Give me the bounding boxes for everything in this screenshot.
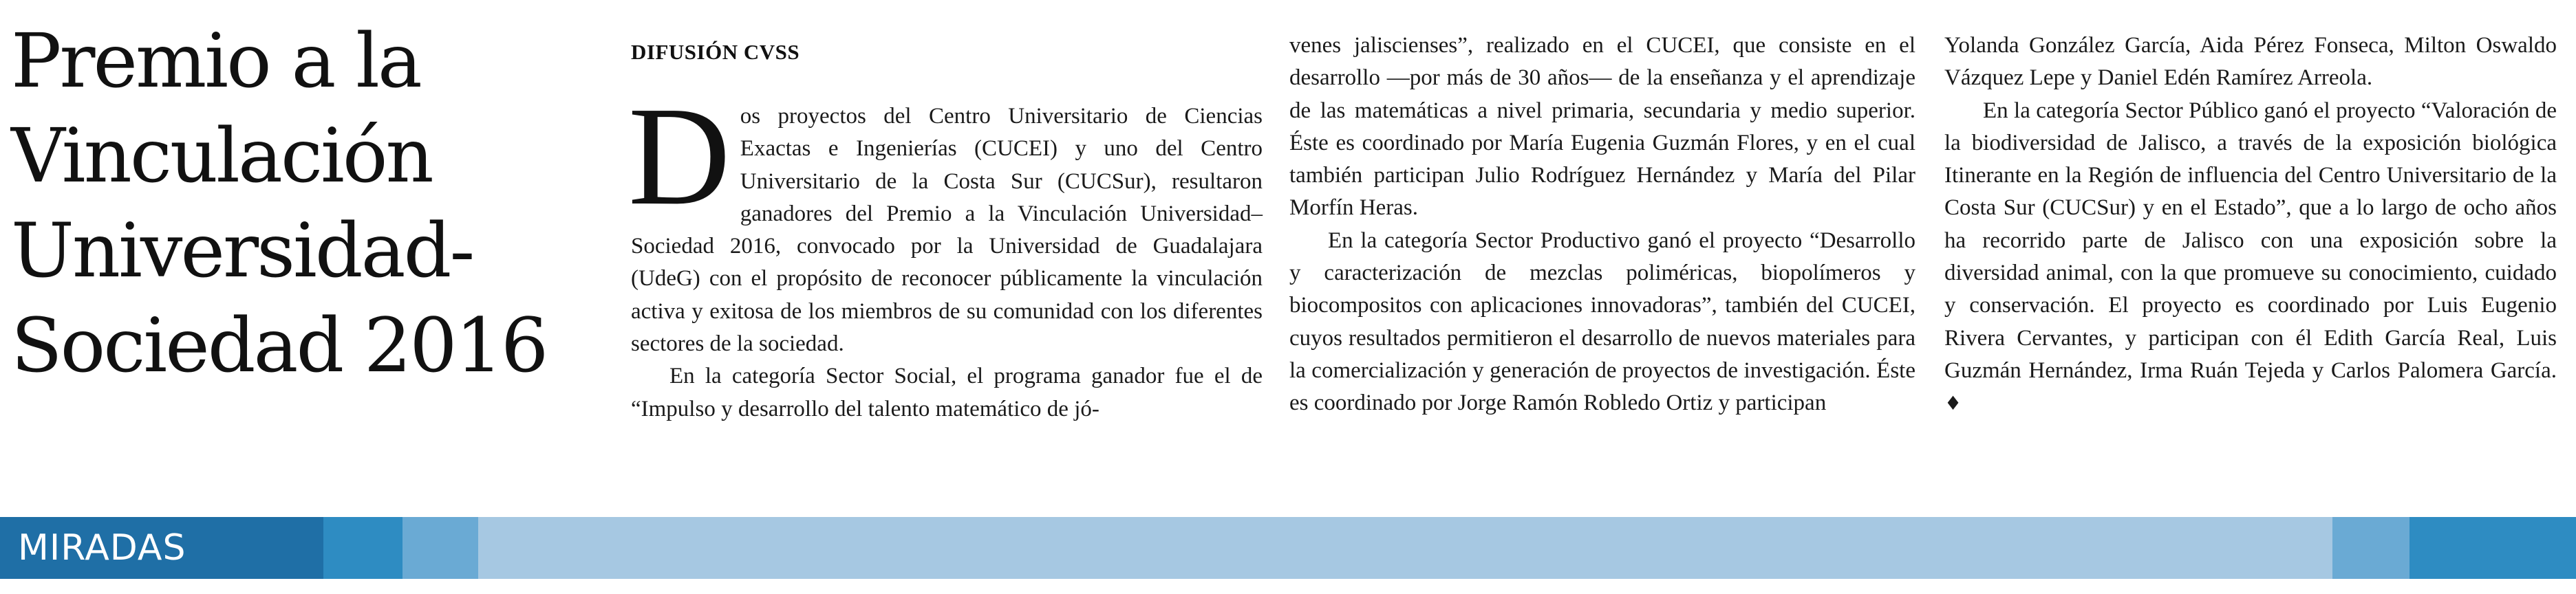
article-column-3 [1944,30,2557,420]
article-paragraph: Yolanda González García, Aida Pérez Fonseca, Milton Oswaldo Vázquez Lepe y Daniel Edén Ramírez Arreola. [1944,33,2557,91]
headline-line: Premio a la [11,17,420,104]
article-paragraph: En la categoría Sector Público ganó el proyecto “Valoración de la biodiversidad de Jalisco, a través de la exposición biológica Itinerante en la Región de influencia del Centro Universitario de la Costa Sur (CUCSur) y en el Estado”, que a lo largo de ocho años ha recorrido parte de Jalisco con una exposición sobre la diversidad animal, con la que promueve su conocimiento, cuidado y conservación. El proyecto es coordinado por Luis Eugenio Rivera Cervantes, y participan con él Edith García Real, Luis Guzmán Hernández, Irma Ruán Tejeda y Carlos Palomera García. ♦ [1944,98,2557,415]
article-column-1 [628,77,1263,426]
headline [11,14,616,393]
headline-line: Sociedad 2016 [11,302,547,389]
section-banner [0,517,2576,579]
article-column-2 [1289,30,1915,420]
banner-accent-block [323,517,402,579]
article-paragraph: Dos proyectos del Centro Universitario de Ciencias Exactas e Ingenierías (CUCEI) y uno del Centro Universitario de la Costa Sur (CUCSur), resultaron ganadores del Premio a la Vinculación Universidad–Sociedad 2016, convocado por la Universidad de Guadalajara (UdeG) con el propósito de reconocer públicamente la vinculación activa y exitosa de los miembros de su comunidad con los diferentes sectores de la sociedad. [628,77,1263,357]
section-label: DIFUSIÓN CVSS [631,40,800,64]
end-mark-icon: ♦ [1944,392,1962,415]
article-paragraph: En la categoría Sector Productivo ganó el proyecto “Desarrollo y caracterización de mezclas poliméricas, biopolímeros y biocompositos con aplicaciones innovadoras”, también del CUCEI, cuyos resultados permitieron el desarrollo de nuevos materiales para la comercialización y generación de proyectos de investigación. Éste es coordinado por Jorge Ramón Robledo Ortiz y participan [1289,228,1915,416]
headline-line: Vinculación [11,112,432,199]
drop-cap: D [628,77,731,234]
headline-line: Universidad- [11,207,473,294]
banner-accent-block [2332,517,2409,579]
article-paragraph: venes jaliscienses”, realizado en el CUCEI, que consiste en el desarrollo —por más de 30 años— de la enseñanza y el aprendizaje de las matemáticas a nivel primaria, secundaria y medio superior. Éste es coordinado por María Eugenia Guzmán Flores, y en el cual también participan Julio Rodríguez Hernández y María del Pilar Morfín Heras. [1289,33,1915,221]
banner-accent-block [402,517,478,579]
banner-label: MIRADAS [18,527,186,569]
banner-accent-block [2409,517,2576,579]
article-paragraph: En la categoría Sector Social, el programa ganador fue el de “Impulso y desarrollo del talento matemático de jó- [631,364,1263,421]
